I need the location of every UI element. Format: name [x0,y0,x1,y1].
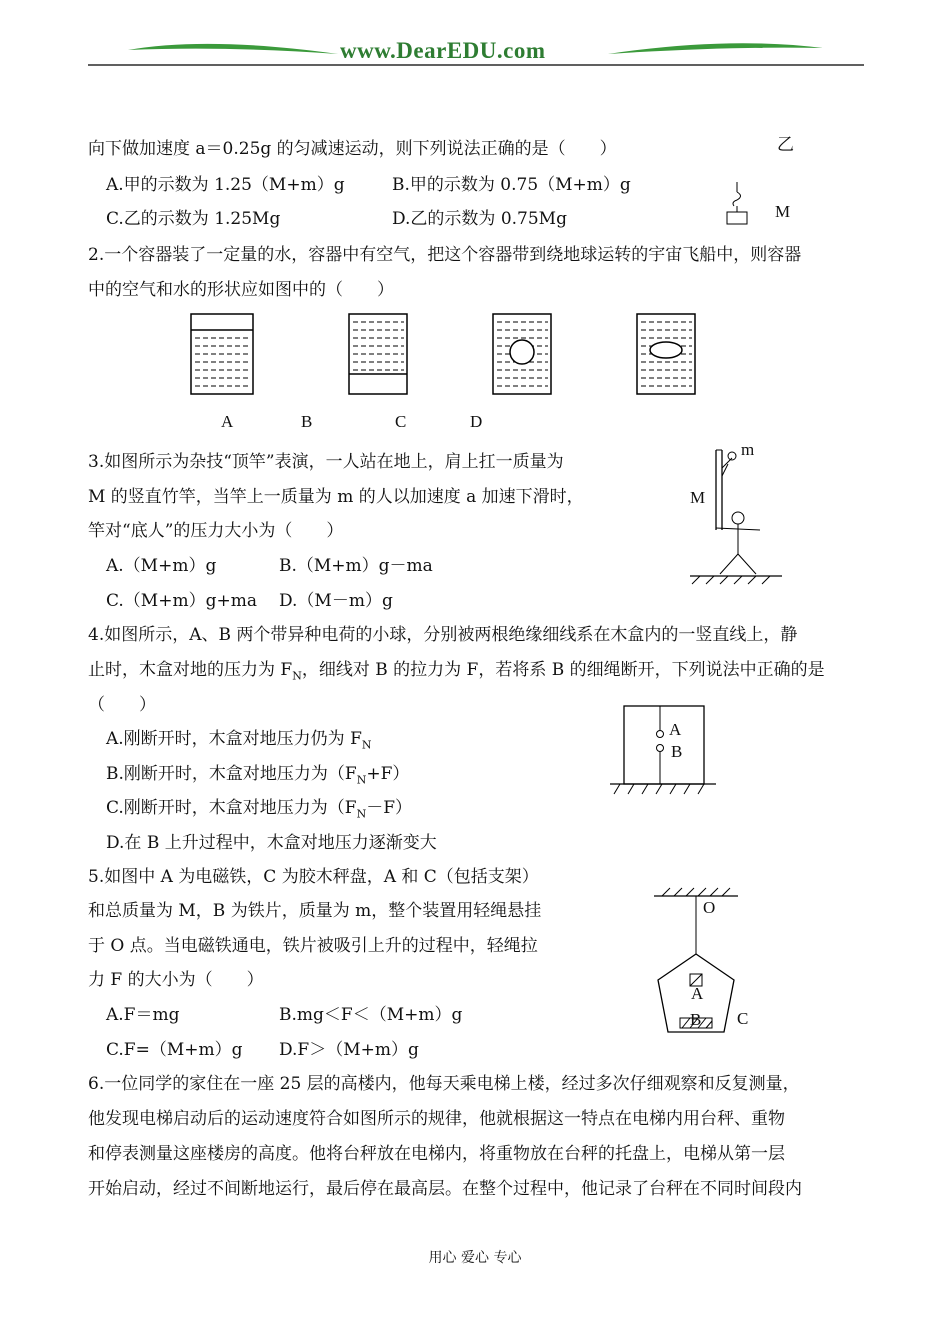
q1-option-c: C.乙的示数为 1.25Mg [106,209,281,229]
q1-stem: 向下做加速度 a＝0.25g 的匀减速运动，则下列说法正确的是（ ） [88,139,617,159]
q5-figure-label-o: O [703,898,716,917]
q6-line-2: 他发现电梯启动后的运动速度符合如图所示的规律，他就根据这一特点在电梯内用台秤、重物 [88,1109,785,1129]
q1-option-b: B.甲的示数为 0.75（M+m）g [392,175,631,195]
q2-label-c: C [395,412,407,431]
q3-pole-act-figure [686,446,786,586]
q3-figure-label-m: m [741,440,755,459]
container-c [493,314,551,394]
q1-scale-figure [722,182,752,226]
q3-stem-line-2: M 的竖直竹竿，当竿上一质量为 m 的人以加速度 a 加速下滑时， [88,487,584,507]
q4-stem-line-2: 止时，木盒对地的压力为 $F_N$，细线对 B 的拉力为 F，若将系 B 的细绳断开，下列说法中正确的是 [88,660,825,683]
container-a [191,314,253,394]
q5-stem-line-1: 5.如图中 A 为电磁铁，C 为胶木秤盘，A 和 C（包括支架） [88,867,539,887]
container-b [349,314,407,394]
q2-label-b: B [301,412,313,431]
q2-stem-line-1: 2.一个容器装了一定量的水，容器中有空气，把这个容器带到绕地球运转的宇宙飞船中，则容器 [88,245,802,265]
q2-label-d: D [470,412,483,431]
q4-option-d: D.在 B 上升过程中，木盒对地压力逐渐变大 [106,833,437,853]
q5-stem-line-3: 于 O 点。当电磁铁通电，铁片被吸引上升的过程中，轻绳拉 [88,936,538,956]
q3-stem-line-1: 3.如图所示为杂技“顶竿”表演，一人站在地上，肩上扛一质量为 [88,452,564,472]
q6-line-1: 6.一位同学的家住在一座 25 层的高楼内，他每天乘电梯上楼，经过多次仔细观察和反复测量， [88,1074,800,1094]
q4-stem-line-1: 4.如图所示，A、B 两个带异种电荷的小球，分别被两根绝缘细线系在木盒内的一竖直线上，静 [88,625,798,645]
q5-option-d: D.F＞（M+m）g [279,1040,419,1060]
q6-line-4: 开始启动，经过不间断地运行，最后停在最高层。在整个过程中，他记录了台秤在不同时间段内 [88,1179,802,1199]
q1-option-a: A.甲的示数为 1.25（M+m）g [106,175,345,195]
q5-option-b: B.mg＜F＜（M+m）g [279,1005,463,1025]
q4-option-b: B.刚断开时，木盒对地压力为$(F_N+F)$ [106,764,410,787]
container-d [637,314,695,394]
q4-box-figure [608,704,718,800]
right-leaf-swoosh [608,43,823,54]
q5-figure-label-a: A [691,984,704,1003]
q3-option-b: B.（M+m）g－ma [279,556,433,576]
q4-figure-label-a: A [669,720,682,739]
q4-option-c: C.刚断开时，木盒对地压力为$(F_N-F)$ [106,798,413,821]
q1-figure-label-m: M [775,202,791,221]
q5-option-c: C.F=（M+m）g [106,1040,243,1060]
q3-option-c: C.（M+m）g+ma [106,591,257,611]
q4-figure-label-b: B [671,742,683,761]
q2-container-figures [188,310,708,400]
left-leaf-swoosh [128,44,338,54]
q1-option-d: D.乙的示数为 0.75Mg [392,209,567,229]
q3-figure-label-big-m: M [690,488,706,507]
site-logo[interactable]: www.DearEDU.com [340,38,546,63]
q5-figure-label-b: B [690,1010,702,1029]
q2-label-a: A [221,412,234,431]
q4-stem-line-3: （ ） [88,695,156,715]
q5-stem-line-2: 和总质量为 M，B 为铁片，质量为 m，整个装置用轻绳悬挂 [88,901,542,921]
q2-stem-line-2: 中的空气和水的形状应如图中的（ ） [88,280,394,300]
q5-stem-line-4: 力 F 的大小为（ ） [88,970,264,990]
page-footer: 用心 爱心 专心 [428,1250,522,1266]
q4-option-a: A.刚断开时，木盒对地压力仍为 $F_N$ [106,729,372,752]
q6-line-3: 和停表测量这座楼房的高度。他将台秤放在电梯内，将重物放在台秤的托盘上，电梯从第一层 [88,1144,785,1164]
q1-figure-label-yi: 乙 [777,135,794,155]
q3-stem-line-3: 竿对“底人”的压力大小为（ ） [88,521,344,541]
q3-option-d: D.（M－m）g [279,591,393,611]
q5-option-a: A.F＝mg [106,1005,180,1025]
q5-figure-label-c: C [737,1009,749,1028]
q3-option-a: A.（M+m）g [106,556,217,576]
